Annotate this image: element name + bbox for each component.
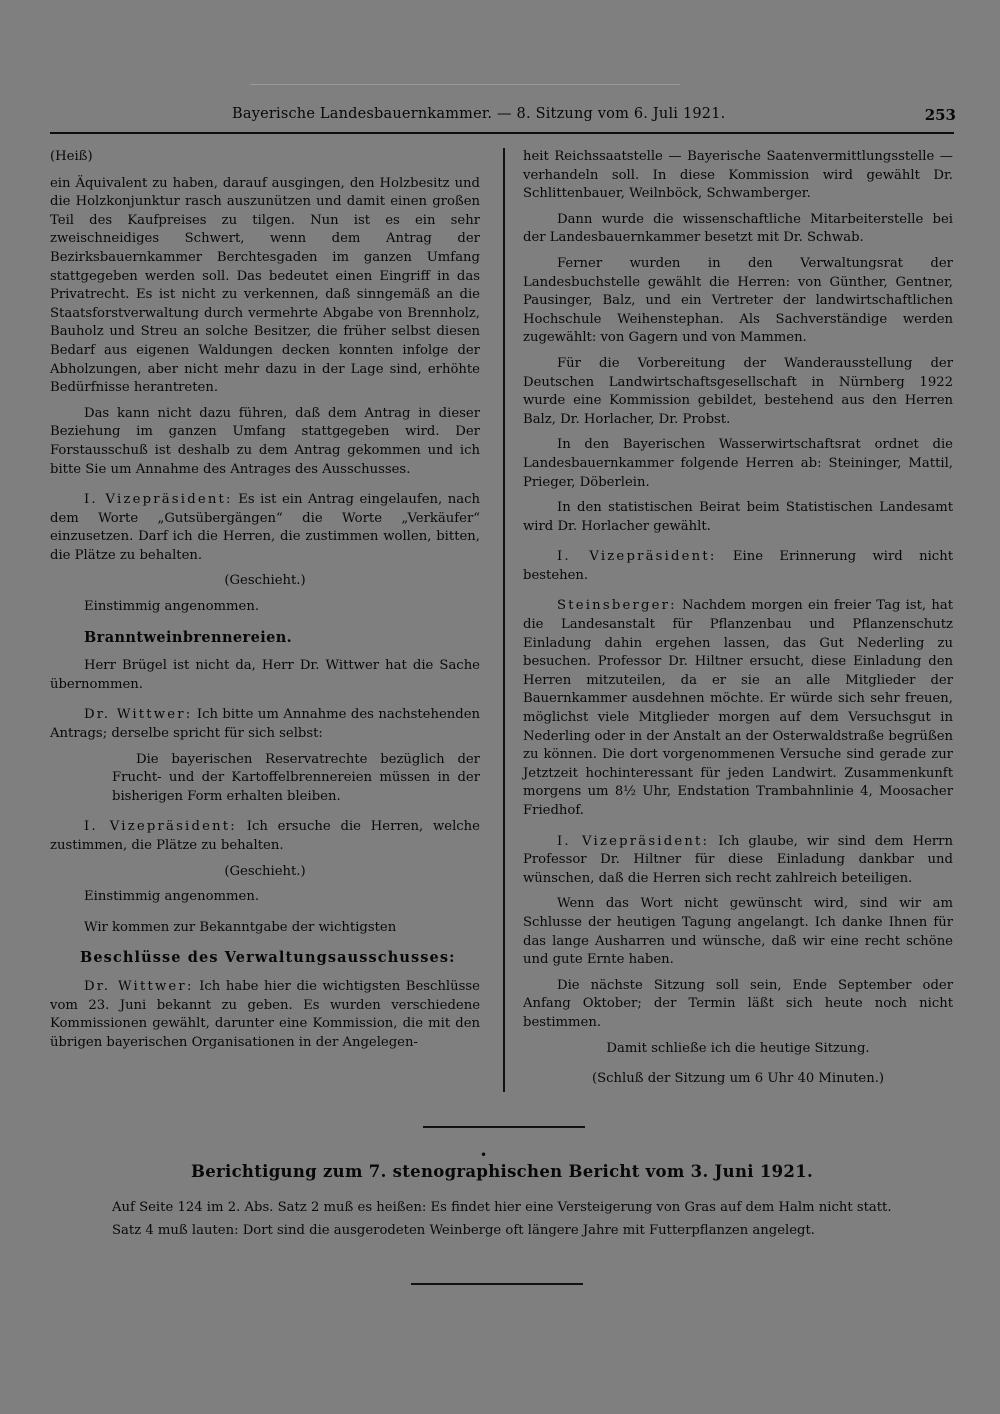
paragraph [50, 818, 480, 855]
page-number: 253 [924, 106, 956, 124]
paragraph: heit Reichssaatstelle — Bayerische Saatenvermittlungsstelle — verhandeln soll. In diese Kommission wird gewählt Dr. Schlittenbauer, Weilnböck, Schwamberger. [523, 149, 953, 202]
paragraph-text: Ich habe hier die wichtigsten Beschlüsse vom 23. Juni bekannt zu geben. Es wurden verschiedene Kommissionen gewählt, darunter eine Kommission, die mit den übrigen bayerischen Organisationen in der Angelegen- [50, 978, 480, 1050]
speaker-name: I. Vizepräsident: [84, 819, 237, 835]
paragraph: Wir kommen zur Bekanntgabe der wichtigsten [84, 919, 397, 935]
bullet-dot: • [480, 1148, 488, 1162]
paragraph: Einstimmig angenommen. [84, 599, 260, 615]
paragraph-text: Ich glaube, wir sind dem Herrn Professor Dr. Hiltner für diese Einladung dankbar und wünschen, daß die Herren sich recht zahlreich beteiligen. [523, 833, 953, 886]
speaker-name: I. Vizepräsident: [84, 492, 233, 508]
paragraph: ein Äquivalent zu haben, darauf ausgingen, den Holzbesitz und die Holzkonjunktur rasch auszunützen und damit einen großen Teil des Kaufpreises zu tilgen. Nun ist es ein sehr zweischneidiges Schwert, wenn dem Antrag der Bezirksbauernkammer Berchtesgaden im ganzen Umfang stattgegeben werden soll. Das bedeutet einen Eingriff in das Privatrecht. Es ist nicht zu verkennen, daß sinngemäß an die Staatsforstverwaltung durch vermehrte Abgabe von Brennholz, Bauholz und Streu an solche Besitzer, die früher selbst diesen Bedarf aus eigenen Waldungen decken konnten infolge der Abholzungen, aber nicht mehr dazu in der Lage sind, erhöhte Bedürfnisse herantreten. [50, 175, 480, 396]
paragraph-text: Es ist ein Antrag eingelaufen, nach dem Worte „Gutsübergängen“ die Worte „Verkäufer“ einzusetzen. Darf ich die Herren, die zustimmen wollen, bitten, die Plätze zu behalten. [50, 492, 480, 563]
stage-direction: (Geschieht.) [224, 863, 306, 879]
header-decoration-line [250, 84, 680, 85]
paragraph: Das kann nicht dazu führen, daß dem Antrag in dieser Beziehung im ganzen Umfang stattgegeben wird. Der Forstausschuß ist deshalb zu dem Antrag gekommen und ich bitte Sie um Annahme des Antrages des Ausschusses. [50, 405, 480, 477]
paragraph: Herr Brügel ist nicht da, Herr Dr. Wittwer hat die Sache übernommen. [50, 658, 480, 692]
paragraph: Für die Vorbereitung der Wanderausstellung der Deutschen Landwirtschaftsgesellschaft in Nürnberg 1922 wurde eine Kommission gebildet, bestehend aus den Herren Balz, Dr. Horlacher, Dr. Probst. [523, 355, 953, 427]
right-column [523, 148, 953, 1096]
speaker-name: I. Vizepräsident: [557, 549, 717, 565]
motion-quote: Die bayerischen Reservatrechte bezüglich der Frucht- und der Kartoffelbrennereien müssen in der bisherigen Form erhalten bleiben. [112, 751, 480, 804]
column-divider [503, 148, 505, 1092]
paragraph: In den statistischen Beirat beim Statistischen Landesamt wird Dr. Horlacher gewählt. [523, 500, 953, 534]
correction-line: Satz 4 muß lauten: Dort sind die ausgerodeten Weinberge oft längere Jahre mit Futterpflanzen angelegt. [112, 1222, 815, 1238]
paragraph-text: Ich ersuche die Herren, welche zustimmen, die Plätze zu behalten. [50, 819, 480, 853]
paragraph [50, 706, 480, 743]
section-heading: Beschlüsse des Verwaltungsausschusses: [80, 949, 456, 967]
left-column [50, 148, 480, 1059]
paragraph [523, 597, 953, 820]
separator-line [411, 1283, 583, 1285]
paragraph [523, 833, 953, 889]
paragraph [50, 978, 480, 1052]
speaker-name: Dr. Wittwer: [84, 707, 193, 723]
session-end-note: (Schluß der Sitzung um 6 Uhr 40 Minuten.) [591, 1071, 885, 1087]
paragraph: Dann wurde die wissenschaftliche Mitarbeiterstelle bei der Landesbauernkammer besetzt mit Dr. Schwab. [523, 211, 953, 246]
paragraph-text: Eine Erinnerung wird nicht bestehen. [523, 549, 953, 583]
stage-direction: (Geschieht.) [224, 573, 306, 589]
closing-statement: Damit schließe ich die heutige Sitzung. [606, 1040, 870, 1056]
paragraph [50, 491, 480, 565]
separator-line [423, 1126, 585, 1128]
speaker-name: I. Vizepräsident: [557, 833, 710, 849]
header-rule [50, 132, 954, 134]
running-head: Bayerische Landesbauernkammer. — 8. Sitzung vom 6. Juli 1921. [232, 106, 726, 122]
paragraph-text: Nachdem morgen ein freier Tag ist, hat die Landesanstalt für Pflanzenbau und Pflanzenschutz Einladung dahin ergehen lassen, das Gut Nederling zu besuchen. Professor Dr. Hiltner ersucht, diese Einladung den Herren mitzuteilen, da er sie an alle Mitglieder der Bauernkammer ausdehnen möchte. Er würde sich sehr freuen, möglichst viele Mitglieder morgen auf dem Versuchsgut in Nederling oder in der Anstalt an der Osterwaldstraße begrüßen zu können. Die dort vorgenommenen Versuche sind gerade zur Jetztzeit hochinteressant für jeden Landwirt. Zusammenkunft morgens um 8½ Uhr, Endstation Trambahnlinie 4, Moosacher Friedhof. [523, 598, 953, 818]
section-heading: Branntweinbrennereien. [84, 628, 293, 646]
paragraph: In den Bayerischen Wasserwirtschaftsrat ordnet die Landesbauernkammer folgende Herren ab: Steininger, Mattil, Prieger, Döberlein. [523, 437, 953, 490]
paragraph: Die nächste Sitzung soll sein, Ende September oder Anfang Oktober; der Termin läßt sich heute noch nicht bestimmen. [523, 977, 953, 1030]
paragraph: Ferner wurden in den Verwaltungsrat der Landesbuchstelle gewählt die Herren: von Günther, Gentner, Pausinger, Balz, und ein Vertreter der landwirtschaftlichen Hochschule Weihenstephan. Als Sachverständige werden zugewählt: von Gagern und von Mammen. [523, 255, 953, 346]
correction-body [50, 1199, 930, 1244]
paragraph-text: Ich bitte um Annahme des nachstehenden Antrags; derselbe spricht für sich selbst: [50, 707, 480, 742]
speaker-name: Steinsberger: [557, 598, 677, 614]
speaker-name: Dr. Wittwer: [84, 978, 194, 994]
paragraph: Einstimmig angenommen. [84, 889, 260, 905]
correction-title: Berichtigung zum 7. stenographischen Bericht vom 3. Juni 1921. [190, 1162, 814, 1181]
paragraph: Wenn das Wort nicht gewünscht wird, sind wir am Schlusse der heutigen Tagung angelangt. Ich danke Ihnen für das lange Ausharren und wünsche, daß wir eine recht schöne und gute Ernte haben. [523, 896, 953, 968]
correction-line: Auf Seite 124 im 2. Abs. Satz 2 muß es heißen: Es findet hier eine Versteigerung von Gras auf dem Halm nicht statt. [112, 1200, 892, 1215]
paragraph [523, 548, 953, 585]
speaker-mark: (Heiß) [50, 149, 93, 164]
